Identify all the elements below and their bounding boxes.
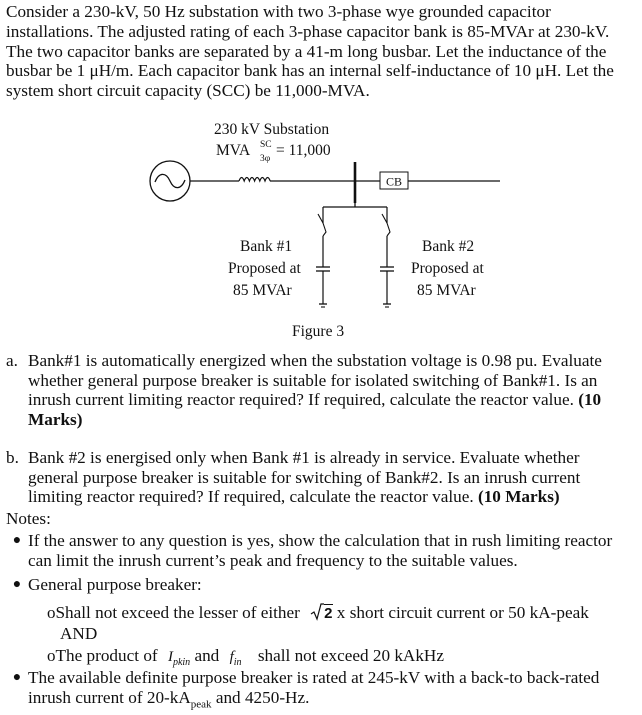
sine-icon: [155, 174, 185, 187]
note-bullet-1: [6, 531, 634, 570]
sub-bullet-1: [47, 603, 637, 643]
question-a: [6, 351, 634, 429]
question-b-label: b.: [6, 448, 19, 467]
note-bullet-3: [6, 668, 634, 715]
bank2-switch: [382, 214, 390, 236]
mva-prefix: MVA: [216, 142, 251, 159]
sub2-ipk-sub: pkin: [172, 657, 191, 668]
notes-heading: Notes:: [6, 509, 51, 528]
bank1-rating: 85 MVAr: [233, 282, 292, 299]
question-b-marks: (10 Marks): [477, 487, 560, 507]
note-bullet-2-text: General purpose breaker:: [28, 575, 202, 594]
bullet3-sub: peak: [190, 698, 212, 711]
inductor-coil: [239, 178, 270, 182]
circle-bullet-icon: o: [47, 603, 56, 622]
cb-label: CB: [386, 174, 403, 189]
sub1-sqrt: 2: [324, 605, 333, 622]
note-bullet-2: [6, 575, 634, 595]
bank1-switch: [318, 214, 326, 236]
sub2-ipk: I: [167, 649, 173, 665]
note-bullet-1-text: If the answer to any question is yes, show the calculation that in rush limiting reactor can limit the inrush current’s peak and frequency to the suitable values.: [28, 531, 613, 570]
sub2-fin: f: [229, 649, 234, 665]
single-line-diagram: [0, 110, 642, 346]
figure-caption: Figure 3: [292, 323, 345, 340]
intro-paragraph: Consider a 230-kV, 50 Hz substation with two 3-phase wye grounded capacitor installations. The adjusted rating of each 3-phase capacitor bank is 85-MVAr at 230-kV. The two capacitor banks are separated by a 41-m long busbar. Let the inductance of the busbar be 1 μH/m. Each capacitor bank has an internal self-inductance of 10 μH. Let the system short circuit capacity (SCC) be 11,000-MVA.: [6, 2, 614, 101]
substation-label: 230 kV Substation: [214, 121, 330, 138]
sub2-part2: shall not exceed 20 kAkHz: [257, 646, 444, 665]
bank2-title: Bank #2: [422, 238, 475, 255]
sub2-and: and: [194, 646, 220, 665]
question-b-text: Bank #2 is energised only when Bank #1 is already in service. Evaluate whether general purpose breaker is suitable for switching of Bank#2. Is an inrush current limiting reactor required? If required, calculate the reactor value.: [28, 448, 581, 507]
question-a-text: Bank#1 is automatically energized when the substation voltage is 0.98 pu. Evaluate whether general purpose breaker is suitable for isolated switching of Bank#1. Is an inrush current limiting reactor required? If required, calculate the reactor value.: [28, 351, 602, 410]
question-b: [6, 448, 634, 507]
bank1-proposed: Proposed at: [228, 260, 301, 277]
bank2-rating: 85 MVAr: [417, 282, 476, 299]
question-a-marks: (10 Marks): [28, 390, 602, 429]
mva-sup: SC: [260, 140, 272, 150]
bullet3-part1: The available definite purpose breaker is rated at 245-kV with a back-to back-rated inrush current of 20-kA: [28, 668, 600, 707]
sub1-part2: x short circuit current or 50 kA-peak: [336, 603, 589, 622]
sub1-and: AND: [60, 623, 98, 643]
bullet3-part2: and 4250-Hz.: [215, 687, 310, 707]
bullet-icon: ●: [12, 533, 22, 548]
bank1-title: Bank #1: [240, 238, 293, 255]
mva-sub: 3φ: [260, 154, 271, 164]
bank2-proposed: Proposed at: [411, 260, 484, 277]
sub1-part1: Shall not exceed the lesser of either: [55, 603, 300, 622]
sub2-fin-sub: in: [233, 657, 242, 668]
circle-bullet-icon: o: [47, 646, 56, 665]
question-a-label: a.: [6, 351, 18, 370]
sub2-part1: The product of: [55, 646, 158, 665]
sqrt-icon: [310, 603, 324, 621]
bullet-icon: ●: [12, 577, 22, 592]
mva-value: = 11,000: [276, 142, 331, 159]
bullet-icon: ●: [12, 670, 22, 685]
